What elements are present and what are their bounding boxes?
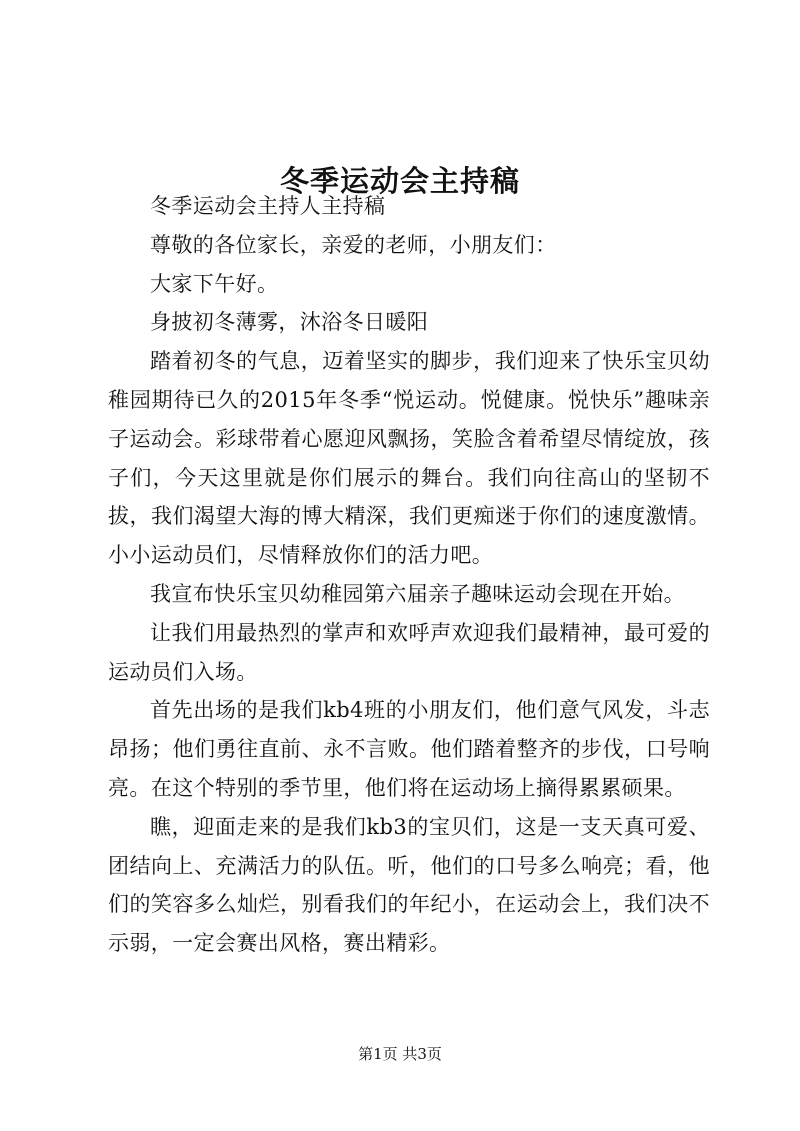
paragraph-announcement: 我宣布快乐宝贝幼稚园第六届亲子趣味运动会现在开始。 (150, 581, 685, 606)
paragraph-greeting: 尊敬的各位家长，亲爱的老师，小朋友们： (150, 232, 557, 257)
paragraph-class-kb4: 首先出场的是我们kb4班的小朋友们，他们意气风发，斗志昂扬；他们勇往直前、永不言败。他们踏着整齐的步伐，口号响亮。在这个特别的季节里，他们将在运动场上摘得累累硕果。 (108, 698, 710, 800)
paragraph-good-afternoon: 大家下午好。 (150, 271, 279, 296)
page-footer: 第1页 共3页 (358, 1045, 442, 1063)
document-title: 冬季运动会主持稿 (279, 164, 520, 199)
paragraph-opening-line: 身披初冬薄雾，沐浴冬日暖阳 (150, 310, 429, 335)
paragraph-subtitle: 冬季运动会主持人主持稿 (150, 194, 386, 218)
paragraph-class-kb3: 瞧，迎面走来的是我们kb3的宝贝们，这是一支天真可爱、团结向上、充满活力的队伍。听，他们的口号多么响亮；看，他们的笑容多么灿烂，别看我们的年纪小，在运动会上，我们决不示弱，一定会赛出风格，赛出精彩。 (108, 814, 710, 956)
paragraph-introduction: 踏着初冬的气息，迈着坚实的脚步，我们迎来了快乐宝贝幼稚园期待已久的2015年冬季“悦运动。悦健康。悦快乐”趣味亲子运动会。彩球带着心愿迎风飘扬，笑脸含着希望尽情绽放，孩子们，今天这里就是你们展示的舞台。我们向往高山的坚韧不拔，我们渴望大海的博大精深，我们更痴迷于你们的速度激情。小小运动员们，尽情释放你们的活力吧。 (108, 349, 710, 568)
document-body (108, 187, 710, 963)
paragraph-entry-applause: 让我们用最热烈的掌声和欢呼声欢迎我们最精神，最可爱的运动员们入场。 (108, 620, 710, 684)
